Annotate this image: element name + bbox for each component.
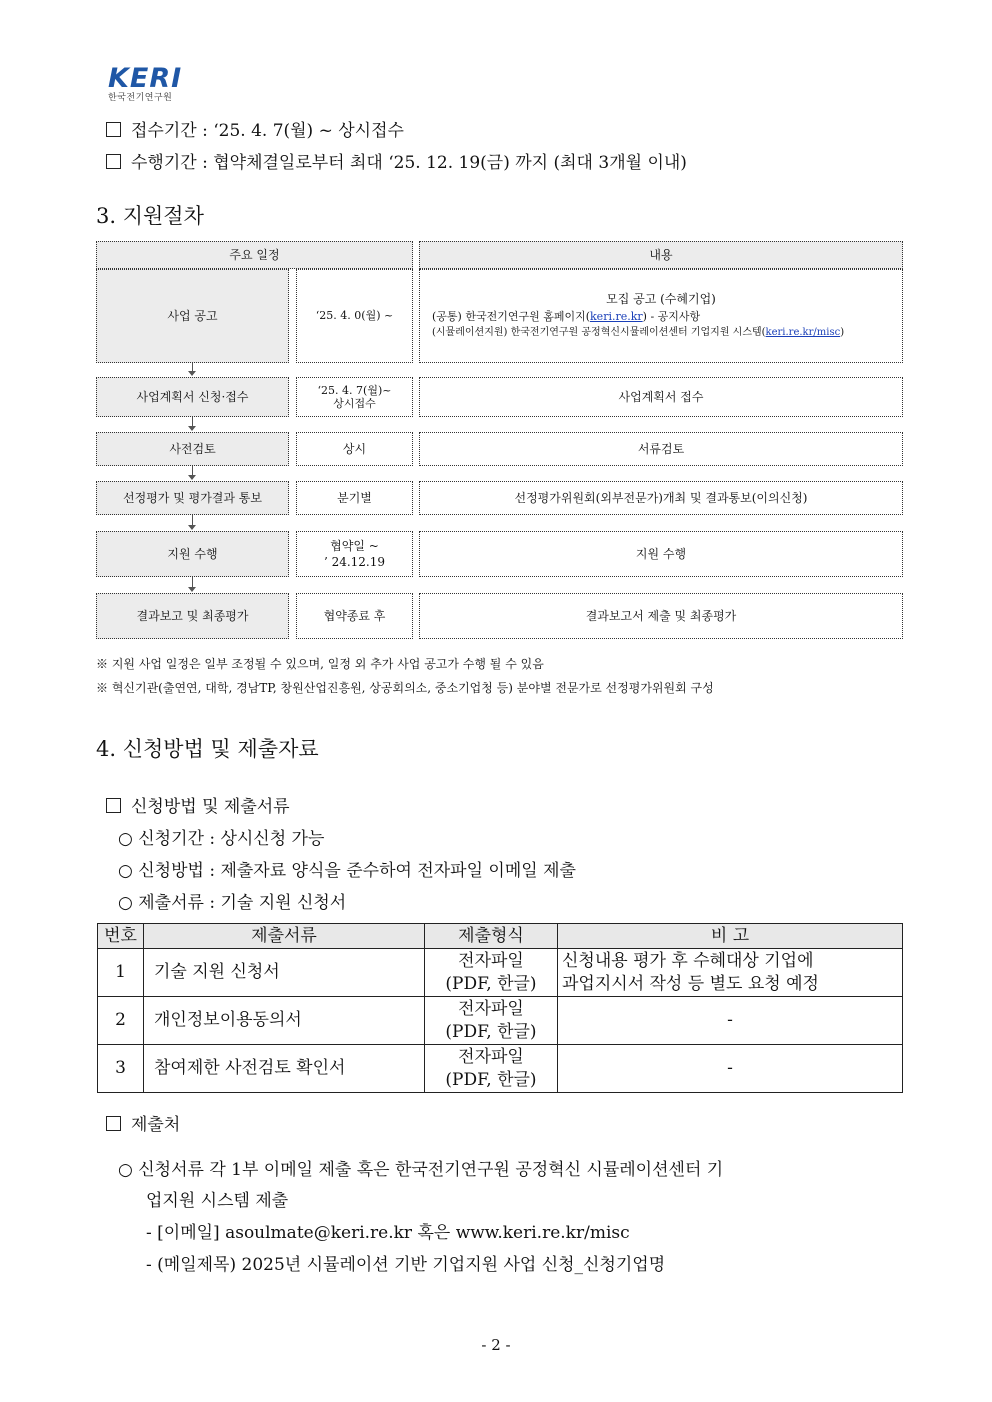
- table-header-row: [98, 924, 903, 949]
- arrow-down-icon: [188, 371, 196, 376]
- keri-logo: [108, 63, 198, 108]
- step-name: 선정평가 및 평가결과 통보: [96, 481, 289, 515]
- table-row: 1 기술 지원 신청서 전자파일 (PDF, 한글) 신청내용 평가 후 수혜대상 기업에 과업지시서 작성 등 별도 요청 예정: [98, 949, 903, 997]
- arrow-line: [192, 466, 193, 475]
- submit-line: ○ 신청서류 각 1부 이메일 제출 혹은 한국전기연구원 공정혁신 시뮬레이션센터 기: [118, 1160, 724, 1180]
- step-name: 사전검토: [96, 432, 289, 466]
- section3-title: 3. 지원절차: [96, 204, 204, 228]
- arrow-line: [192, 417, 193, 426]
- arrow-down-icon: [188, 525, 196, 530]
- step-date: 분기별: [296, 481, 413, 515]
- step-date: ‘25. 4. 7(월)~ 상시접수: [296, 377, 413, 417]
- page-number: - 2 -: [481, 1336, 511, 1354]
- method-heading: 신청방법 및 제출서류: [106, 792, 290, 817]
- table-row: 3 참여제한 사전검토 확인서 전자파일 (PDF, 한글) -: [98, 1045, 903, 1093]
- step-content: 서류검토: [419, 432, 903, 466]
- submission-table: [97, 923, 903, 1093]
- step-name: 사업계획서 신청·접수: [96, 377, 289, 417]
- column-header: 제출형식: [425, 924, 558, 949]
- step-name: 지원 수행: [96, 531, 289, 577]
- arrow-down-icon: [188, 426, 196, 431]
- step-content: 모집 공고 (수혜기업) (공통) 한국전기연구원 홈페이지(keri.re.kr) - 공지사항 (시뮬레이션지원) 한국전기연구원 공정혁신시뮬레이션센터 기업지원 시스템(keri.re.kr/misc): [419, 269, 903, 363]
- submit-line: 업지원 시스템 제출: [146, 1191, 289, 1211]
- section4-title: 4. 신청방법 및 제출자료: [96, 737, 319, 761]
- logo-subtitle: 한국전기연구원: [108, 93, 173, 103]
- content-line: (공통) 한국전기연구원 홈페이지(keri.re.kr) - 공지사항: [432, 310, 701, 323]
- step-content: 선정평가위원회(외부전문가)개최 및 결과통보(이의신청): [419, 481, 903, 515]
- step-name: 사업 공고: [96, 269, 289, 363]
- arrow-down-icon: [188, 587, 196, 592]
- content-line: (시뮬레이션지원) 한국전기연구원 공정혁신시뮬레이션센터 기업지원 시스템(keri.re.kr/misc): [432, 327, 845, 338]
- step-date: 협약일 ~ ’ 24.12.19: [296, 531, 413, 577]
- bullet: ○ 제출서류 : 기술 지원 신청서: [118, 893, 347, 913]
- step-content: 결과보고서 제출 및 최종평가: [419, 593, 903, 639]
- reception-period: 접수기간 : ‘25. 4. 7(월) ~ 상시접수: [106, 116, 404, 141]
- column-header: 비 고: [558, 924, 903, 949]
- arrow-line: [192, 515, 193, 525]
- step-name: 결과보고 및 최종평가: [96, 593, 289, 639]
- logo-mark: KERI: [108, 63, 183, 94]
- column-header: 제출서류: [144, 924, 425, 949]
- header-schedule: 주요 일정: [96, 241, 413, 269]
- bullet: ○ 신청방법 : 제출자료 양식을 준수하여 전자파일 이메일 제출: [118, 861, 576, 881]
- checkbox-icon: [106, 1116, 121, 1131]
- keri-link[interactable]: keri.re.kr: [590, 310, 643, 323]
- bullet: ○ 신청기간 : 상시신청 가능: [118, 829, 325, 849]
- checkbox-icon: [106, 798, 121, 813]
- checkbox-icon: [106, 122, 121, 137]
- submit-heading: 제출처: [106, 1110, 180, 1135]
- table-row: 2 개인정보이용동의서 전자파일 (PDF, 한글) -: [98, 997, 903, 1045]
- step-date: 협약종료 후: [296, 593, 413, 639]
- column-header: 번호: [98, 924, 144, 949]
- submit-subject: - (메일제목) 2025년 시뮬레이션 기반 기업지원 사업 신청_신청기업명: [146, 1255, 666, 1275]
- note: ※ 혁신기관(출연연, 대학, 경남TP, 창원산업진흥원, 상공회의소, 중소기업청 등) 분야별 전문가로 선정평가위원회 구성: [96, 681, 714, 695]
- submit-email: - [이메일] asoulmate@keri.re.kr 혹은 www.keri.re.kr/misc: [146, 1223, 630, 1243]
- header-content: 내용: [419, 241, 903, 269]
- arrow-down-icon: [188, 475, 196, 480]
- checkbox-icon: [106, 154, 121, 169]
- step-date: 상시: [296, 432, 413, 466]
- execution-period: 수행기간 : 협약체결일로부터 최대 ‘25. 12. 19(금) 까지 (최대 3개월 이내): [106, 148, 687, 173]
- misc-link[interactable]: keri.re.kr/misc: [765, 327, 841, 338]
- arrow-line: [192, 577, 193, 587]
- step-content: 지원 수행: [419, 531, 903, 577]
- step-date: ‘25. 4. 0(월) ~: [296, 269, 413, 363]
- note: ※ 지원 사업 일정은 일부 조정될 수 있으며, 일정 외 추가 사업 공고가 수행 될 수 있음: [96, 657, 544, 671]
- arrow-line: [192, 363, 193, 371]
- step-content: 사업계획서 접수: [419, 377, 903, 417]
